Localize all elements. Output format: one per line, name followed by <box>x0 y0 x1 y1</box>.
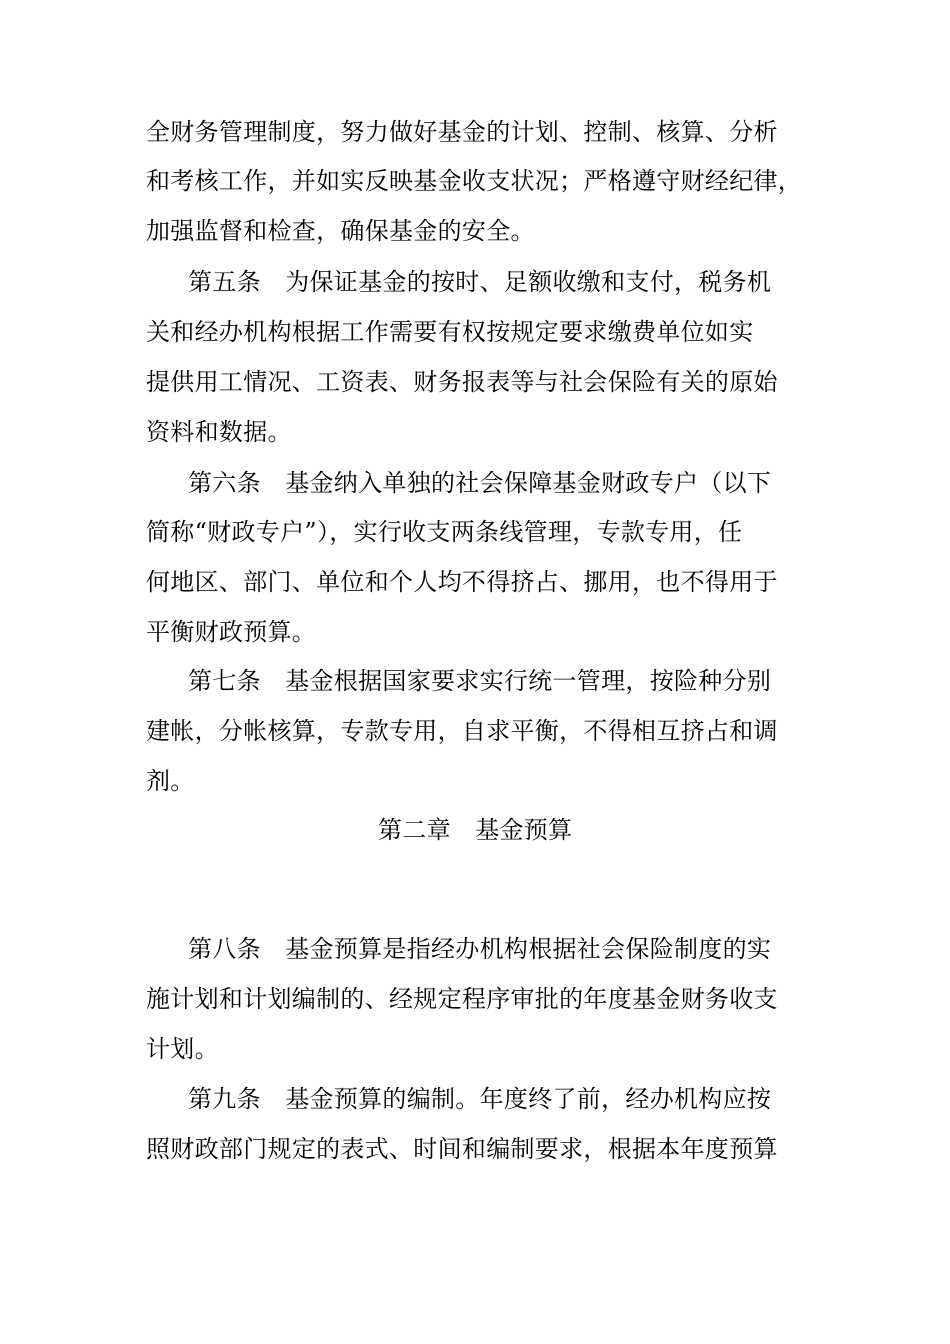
text-line: 平衡财政预算。 <box>146 618 317 646</box>
text-line: 简称“财政专户”），实行收支两条线管理，专款专用，任 <box>146 518 743 546</box>
text-line: 剂。 <box>146 767 195 795</box>
article-9-first-line: 第九条 基金预算的编制。年度终了前，经办机构应按 <box>188 1085 772 1113</box>
text-line: 资料和数据。 <box>146 418 292 446</box>
text-line: 建帐，分帐核算，专款专用，自求平衡，不得相互挤占和调 <box>146 717 778 745</box>
text-line: 和考核工作，并如实反映基金收支状况；严格遵守财经纪律， <box>146 167 803 195</box>
chapter-heading: 第二章 基金预算 <box>378 816 573 844</box>
article-8-first-line: 第八条 基金预算是指经办机构根据社会保险制度的实 <box>188 935 772 963</box>
article-5-first-line: 第五条 为保证基金的按时、足额收缴和支付，税务机 <box>188 268 772 296</box>
article-6-first-line: 第六条 基金纳入单独的社会保障基金财政专户（以下 <box>188 469 772 497</box>
text-line: 关和经办机构根据工作需要有权按规定要求缴费单位如实 <box>146 318 754 346</box>
text-line: 计划。 <box>146 1035 219 1063</box>
text-line: 何地区、部门、单位和个人均不得挤占、挪用，也不得用于 <box>146 568 778 596</box>
text-line: 加强监督和检查，确保基金的安全。 <box>146 217 535 245</box>
text-line: 全财务管理制度，努力做好基金的计划、控制、核算、分析 <box>146 118 778 146</box>
text-line: 照财政部门规定的表式、时间和编制要求，根据本年度预算 <box>146 1135 778 1163</box>
text-line: 提供用工情况、工资表、财务报表等与社会保险有关的原始 <box>146 368 778 396</box>
text-line: 施计划和计划编制的、经规定程序审批的年度基金财务收支 <box>146 985 778 1013</box>
article-7-first-line: 第七条 基金根据国家要求实行统一管理，按险种分别 <box>188 667 772 695</box>
